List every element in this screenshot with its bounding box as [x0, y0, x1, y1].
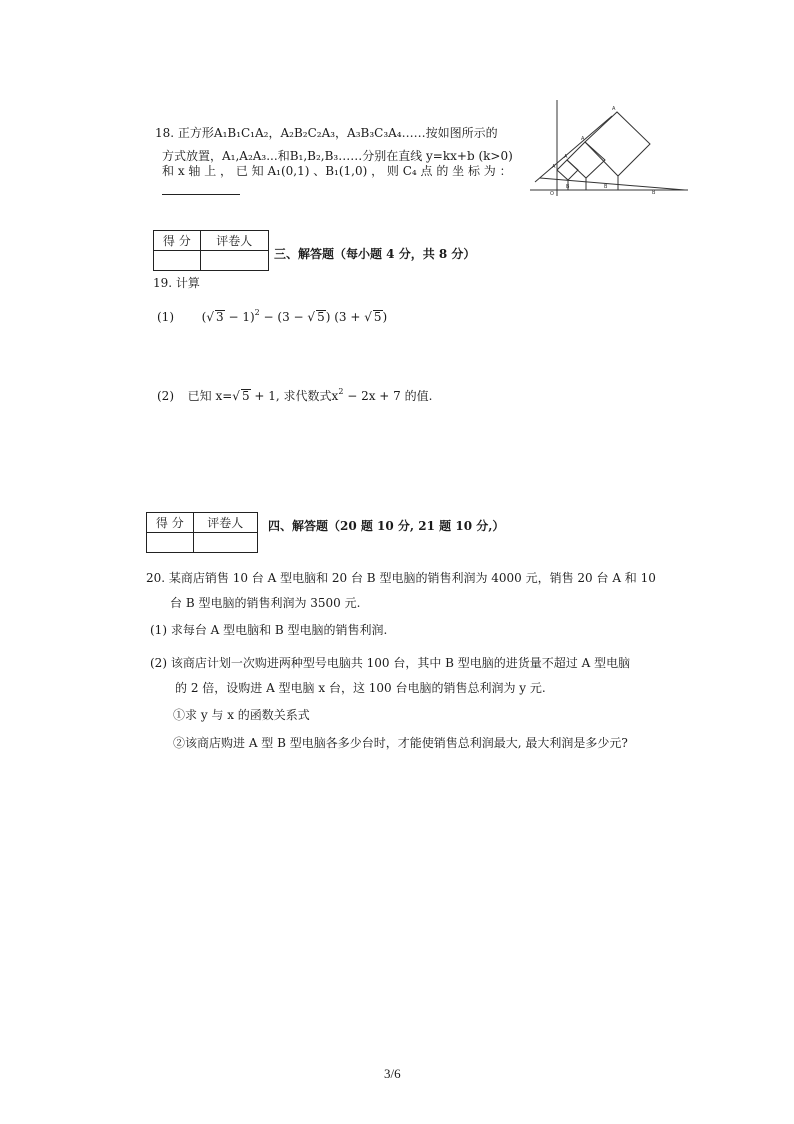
- q20-sub1: ①求 y 与 x 的函数关系式: [173, 708, 310, 722]
- q20-part1: (1) 求每台 A 型电脑和 B 型电脑的销售利润.: [150, 623, 388, 637]
- q19-part2: [157, 384, 432, 404]
- q18-figure: [530, 98, 690, 198]
- page-number: 3/6: [384, 1066, 401, 1081]
- q20-part2-line1: (2) 该商店计划一次购进两种型号电脑共 100 台，其中 B 型电脑的进货量不超过 A 型电脑: [150, 656, 631, 670]
- figure-label-b2: B: [604, 184, 608, 190]
- q18-line3: 和 x 轴 上 ， 已 知 A₁(0,1) 、B₁(1,0) ， 则 C₄ 点 的 坐 标 为 ：: [162, 164, 512, 178]
- q20-part2-line2: 的 2 倍，设购进 A 型电脑 x 台，这 100 台电脑的销售总利润为 y 元.: [175, 681, 546, 695]
- score-box-cell-score: [154, 251, 201, 271]
- figure-label-b1: B: [566, 184, 570, 190]
- q19-part1-square: 2: [254, 308, 260, 317]
- q19-part1-close: ): [382, 310, 388, 324]
- q19-part1-minus-paren: − (3 −: [259, 310, 308, 324]
- radical-sign: √: [206, 310, 214, 324]
- radical-sign: √: [364, 310, 372, 324]
- score-box-cell-grader: [193, 533, 257, 553]
- score-box-label-score: 得 分: [147, 513, 194, 533]
- q19-part2-given: 已知 x=: [187, 389, 233, 403]
- q19-part1: [157, 305, 387, 325]
- q18-line1: 18. 正方形A₁B₁C₁A₂，A₂B₂C₂A₃，A₃B₃C₃A₄……按如图所示的: [155, 126, 498, 140]
- figure-label-b3: B: [652, 190, 656, 196]
- score-box-label-grader: 评卷人: [200, 231, 268, 251]
- q19-part1-mid: ) (3 +: [325, 310, 365, 324]
- figure-square-2: [567, 142, 605, 178]
- q19-part1-num: (1): [157, 310, 174, 324]
- figure-label-a3: A: [581, 136, 585, 142]
- score-box-section3: [153, 230, 269, 271]
- q19-part1-minus1: − 1): [224, 310, 255, 324]
- figure-square-3: [585, 112, 650, 176]
- figure-curve: [540, 178, 685, 190]
- q19-part2-num: (2): [157, 389, 174, 403]
- figure-label-o: O: [550, 191, 554, 197]
- q18-line2: 方式放置，A₁,A₂A₃...和B₁,B₂,B₃……分别在直线 y=kx+b (k>0): [162, 149, 513, 163]
- radical-sign: √: [232, 389, 240, 403]
- figure-label-a4: A: [612, 106, 616, 112]
- radical-sign: √: [307, 310, 316, 324]
- q20-line1: 20. 某商店销售 10 台 A 型电脑和 20 台 B 型电脑的销售利润为 4000 元，销售 20 台 A 和 10: [146, 571, 656, 585]
- q19-label: 19. 计算: [153, 276, 200, 290]
- score-box-cell-grader: [200, 251, 268, 271]
- score-box-label-score: 得 分: [154, 231, 201, 251]
- section4-title: 四、解答题（20 题 10 分, 21 题 10 分,）: [268, 519, 505, 533]
- q19-part1-root5a: 5: [317, 310, 325, 324]
- section3-title: 三、解答题（每小题 4 分，共 8 分）: [274, 247, 476, 261]
- q20-sub2: ②该商店购进 A 型 B 型电脑各多少台时，才能使销售总利润最大, 最大利润是多少元?: [173, 736, 628, 750]
- score-box-section4: [146, 512, 258, 553]
- q19-part2-tail: − 2x + 7 的值.: [343, 389, 433, 403]
- figure-label-a1: A: [552, 164, 556, 170]
- q19-part2-root5: 5: [241, 389, 250, 403]
- q20-line2: 台 B 型电脑的销售利润为 3500 元.: [170, 596, 361, 610]
- figure-square-1: [557, 160, 578, 180]
- q18-answer-blank: [162, 194, 240, 195]
- q19-part1-root3: 3: [216, 310, 224, 324]
- q19-part1-open: (: [201, 310, 207, 324]
- figure-label-a2: A: [564, 154, 568, 160]
- q19-part2-text: + 1, 求代数式x: [250, 389, 339, 403]
- score-box-label-grader: 评卷人: [193, 513, 257, 533]
- score-box-cell-score: [147, 533, 194, 553]
- q19-part2-square: 2: [338, 387, 344, 396]
- figure-line: [535, 116, 612, 182]
- q19-part1-root5b: 5: [373, 310, 382, 324]
